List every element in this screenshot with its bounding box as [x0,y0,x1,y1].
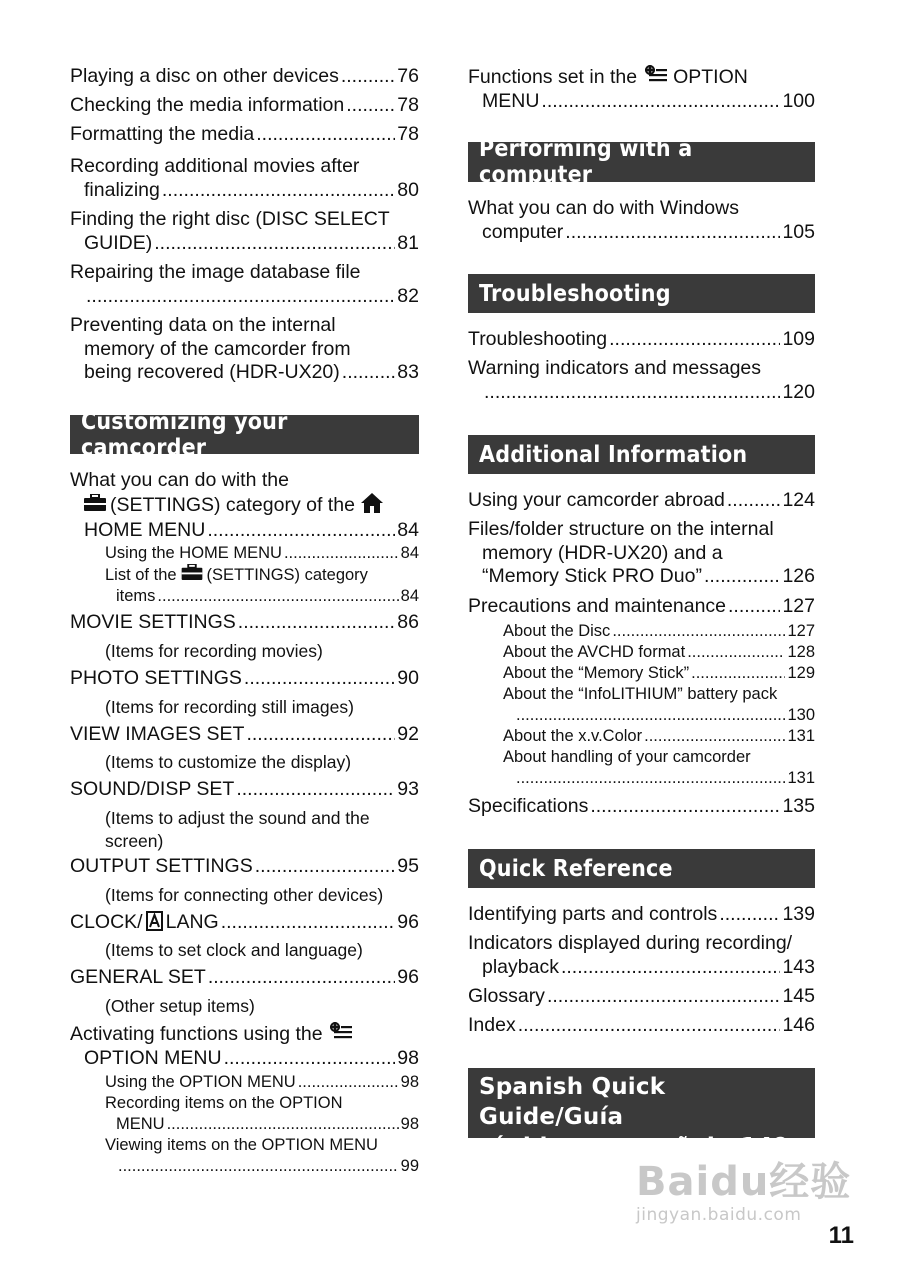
toc-entry[interactable]: Indicators displayed during recording/ playback ..... 143 [468,932,815,979]
baidu-watermark: Baidu经验 jingyan.baidu.com [636,1159,852,1225]
toc-entry[interactable]: Using your camcorder abroad ..... 124 [468,489,815,513]
option-menu-icon [645,65,667,90]
toc-subentry[interactable]: List of the (SETTINGS) category items ..... 84 [70,564,419,607]
toc-entry-movie-settings[interactable]: MOVIE SETTINGS ..... 86 [70,611,419,635]
section-header-spanish-quick-guide[interactable]: Spanish Quick Guide/Guía rápida en español 149 [468,1068,815,1138]
toc-entry[interactable]: Preventing data on the internal memory of the camcorder from being recovered (HDR-UX20) ..... 83 [70,314,419,385]
toc-entry[interactable]: Files/folder structure on the internal memory (HDR-UX20) and a “Memory Stick PRO Duo” ..... 126 [468,518,815,589]
toc-entry[interactable]: Formatting the media ..... 78 [70,123,419,147]
toc-entry[interactable]: Functions set in the OPTION MENU ..... 100 [468,65,815,113]
toc-entry[interactable]: Recording additional movies after finalizing ..... 80 [70,155,419,202]
toc-entry-photo-settings[interactable]: PHOTO SETTINGS ..... 90 [70,667,419,691]
toc-entry[interactable]: Repairing the image database file ..... 82 [70,261,419,308]
section-header-troubleshooting: Troubleshooting [468,274,815,313]
toc-subentry[interactable]: Using the OPTION MENU ..... 98 [70,1072,419,1093]
toc-entry-output-settings[interactable]: OUTPUT SETTINGS ..... 95 [70,855,419,879]
house-icon [361,493,383,520]
option-menu-icon [330,1022,352,1047]
toc-note: (Items for recording still images) [105,697,354,717]
toolbox-icon [84,494,106,518]
section-header-computer: Performing with a computer [468,142,815,182]
toc-entry-general-set[interactable]: GENERAL SET ..... 96 [70,966,419,990]
toc-entry[interactable]: Checking the media information ..... 78 [70,94,419,118]
section-header-customizing: Customizing your camcorder [70,415,419,454]
toc-subentry[interactable]: Recording items on the OPTION MENU ..... 98 [70,1093,419,1135]
toc-entry[interactable]: What you can do with Windows computer ..... 105 [468,197,815,244]
toc-entry[interactable]: Activating functions using the OPTION MENU ..... 98 [70,1022,419,1070]
toc-entry[interactable]: What you can do with the (SETTINGS) category of the HOME MENU ..... 84 [70,469,419,543]
toc-entry[interactable]: Troubleshooting ..... 109 [468,328,815,352]
toc-entry-clock-lang[interactable]: CLOCK/ LANG ..... 96 [70,911,419,938]
toolbox-icon [181,564,203,586]
page-number: 11 [828,1222,854,1249]
toc-entry[interactable]: Precautions and maintenance ..... 127 [468,595,815,619]
toc-subentry[interactable]: About the “Memory Stick” ..... 129 [468,663,815,684]
toc-entry-sound-disp-set[interactable]: SOUND/DISP SET ..... 93 [70,778,419,802]
toc-note: (Items to adjust the sound and the screen) [105,808,370,851]
toc-subentry[interactable]: About the Disc ..... 127 [468,621,815,642]
toc-note: (Other setup items) [105,996,255,1016]
toc-entry[interactable]: Index ..... 146 [468,1014,815,1038]
section-header-quick-reference: Quick Reference [468,849,815,888]
toc-entry[interactable]: Warning indicators and messages ..... 120 [468,357,815,404]
toc-entry[interactable]: Identifying parts and controls ..... 139 [468,903,815,927]
toc-subentry[interactable]: Using the HOME MENU ..... 84 [70,543,419,564]
toc-subentry[interactable]: Viewing items on the OPTION MENU ..... 99 [70,1135,419,1177]
toc-subentry[interactable]: About the AVCHD format ..... 128 [468,642,815,663]
toc-entry[interactable]: Specifications ..... 135 [468,795,815,819]
toc-note: (Items for connecting other devices) [105,885,384,905]
toc-entry[interactable]: Glossary ..... 145 [468,985,815,1009]
toc-entry-view-images-set[interactable]: VIEW IMAGES SET ..... 92 [70,723,419,747]
toc-note: (Items to customize the display) [105,752,352,772]
section-page-number: 149 [740,1134,789,1160]
section-header-additional-information: Additional Information [468,435,815,474]
toc-entry[interactable]: Finding the right disc (DISC SELECT GUIDE) ..... 81 [70,208,419,255]
toc-note: (Items for recording movies) [105,641,323,661]
toc-subentry[interactable]: About handling of your camcorder ..... 131 [468,747,815,789]
toc-entry[interactable]: Playing a disc on other devices ..... 76 [70,65,419,89]
toc-subentry[interactable]: About the x.v.Color ..... 131 [468,726,815,747]
toc-subentry[interactable]: About the “InfoLITHIUM” battery pack ..... 130 [468,684,815,726]
clock-lang-icon [146,911,163,938]
toc-note: (Items to set clock and language) [105,940,363,960]
